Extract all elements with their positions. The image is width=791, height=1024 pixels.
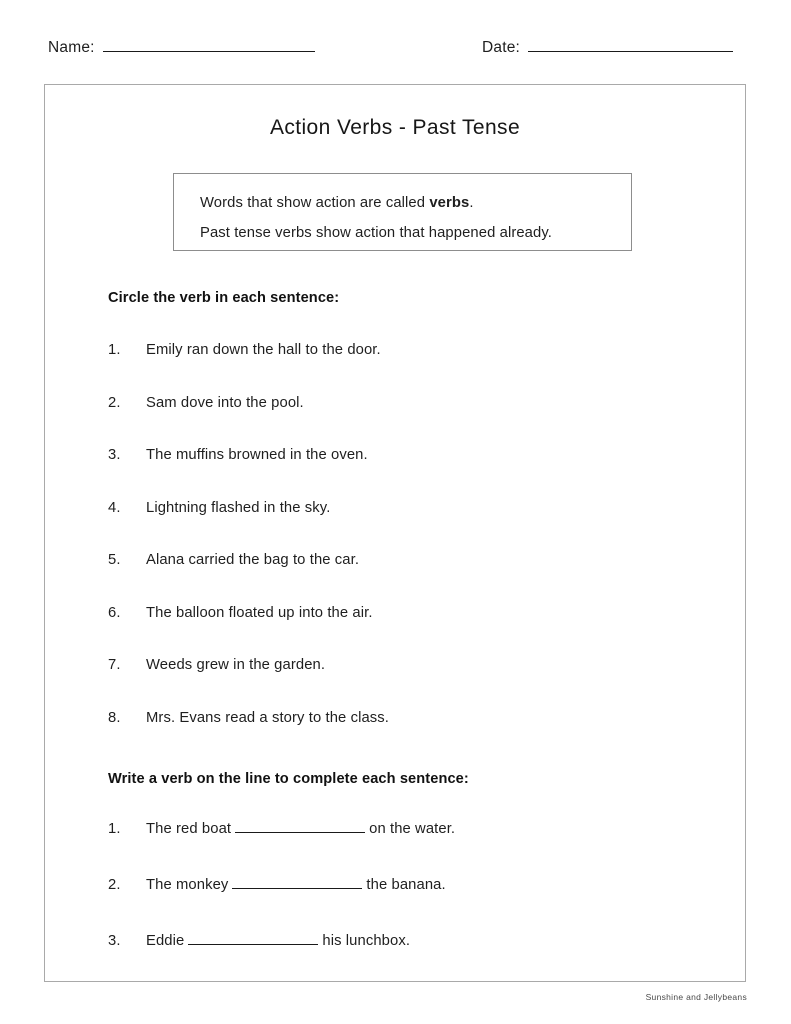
- definition-line-1-suffix: .: [469, 195, 474, 211]
- question-text: Lightning flashed in the sky.: [146, 499, 331, 516]
- question-text: The muffins browned in the oven.: [146, 447, 368, 463]
- question-text: Emily ran down the hall to the door.: [146, 342, 381, 358]
- list-item[interactable]: [108, 876, 708, 932]
- question-number: 3.: [108, 933, 121, 949]
- fill-in-blank-question-list: [108, 820, 708, 988]
- date-label: Date:: [482, 39, 521, 56]
- date-field: [482, 38, 733, 57]
- question-text-after-blank: the banana.: [366, 877, 446, 893]
- question-number: 2.: [108, 877, 121, 893]
- question-number: 8.: [108, 709, 121, 726]
- list-item[interactable]: [108, 342, 708, 395]
- definition-keyword: verbs: [429, 195, 470, 211]
- list-item[interactable]: [108, 447, 708, 500]
- question-text: Sam dove into the pool.: [146, 394, 304, 411]
- question-text-before-blank: Eddie: [146, 933, 185, 949]
- page-title: Action Verbs - Past Tense: [269, 116, 521, 139]
- question-number: 6.: [108, 604, 121, 621]
- question-text-after-blank: his lunchbox.: [322, 933, 411, 949]
- definition-line-1: [200, 188, 631, 218]
- list-item[interactable]: [108, 932, 708, 988]
- question-text: Alana carried the bag to the car.: [146, 552, 360, 568]
- list-item[interactable]: [108, 500, 708, 553]
- list-item[interactable]: [108, 395, 708, 448]
- answer-blank-line[interactable]: [188, 932, 318, 945]
- name-label: Name:: [48, 39, 95, 56]
- question-text: Mrs. Evans read a story to the class.: [146, 709, 390, 726]
- section-heading-write-verbs: Write a verb on the line to complete each sentence:: [108, 771, 469, 787]
- name-date-header: [0, 38, 791, 64]
- list-item[interactable]: [108, 605, 708, 658]
- question-number: 1.: [108, 821, 121, 837]
- list-item[interactable]: [108, 820, 708, 876]
- name-write-line[interactable]: [103, 38, 315, 52]
- question-number: 7.: [108, 657, 121, 673]
- circle-verb-question-list: [108, 342, 708, 762]
- question-number: 4.: [108, 499, 121, 516]
- question-text-after-blank: on the water.: [369, 821, 456, 837]
- footer-credit: Sunshine and Jellybeans: [645, 992, 747, 1002]
- worksheet-frame: [44, 84, 746, 982]
- question-number: 3.: [108, 447, 121, 463]
- question-number: 5.: [108, 552, 121, 568]
- definition-box: [173, 173, 632, 251]
- answer-blank-line[interactable]: [235, 820, 365, 833]
- definition-line-2: Past tense verbs show action that happened already.: [200, 225, 552, 241]
- answer-blank-line[interactable]: [232, 876, 362, 889]
- name-field: [48, 38, 315, 57]
- question-number: 1.: [108, 342, 121, 358]
- list-item[interactable]: [108, 657, 708, 710]
- question-number: 2.: [108, 394, 121, 411]
- question-text: Weeds grew in the garden.: [146, 657, 326, 673]
- question-text-before-blank: The red boat: [146, 821, 232, 837]
- list-item[interactable]: [108, 552, 708, 605]
- question-text-before-blank: The monkey: [146, 877, 229, 893]
- definition-line-1-prefix: Words that show action are called: [200, 195, 430, 211]
- question-text: The balloon floated up into the air.: [146, 604, 373, 621]
- date-write-line[interactable]: [528, 38, 733, 52]
- list-item[interactable]: [108, 710, 708, 763]
- section-heading-circle-verbs: Circle the verb in each sentence:: [108, 290, 340, 306]
